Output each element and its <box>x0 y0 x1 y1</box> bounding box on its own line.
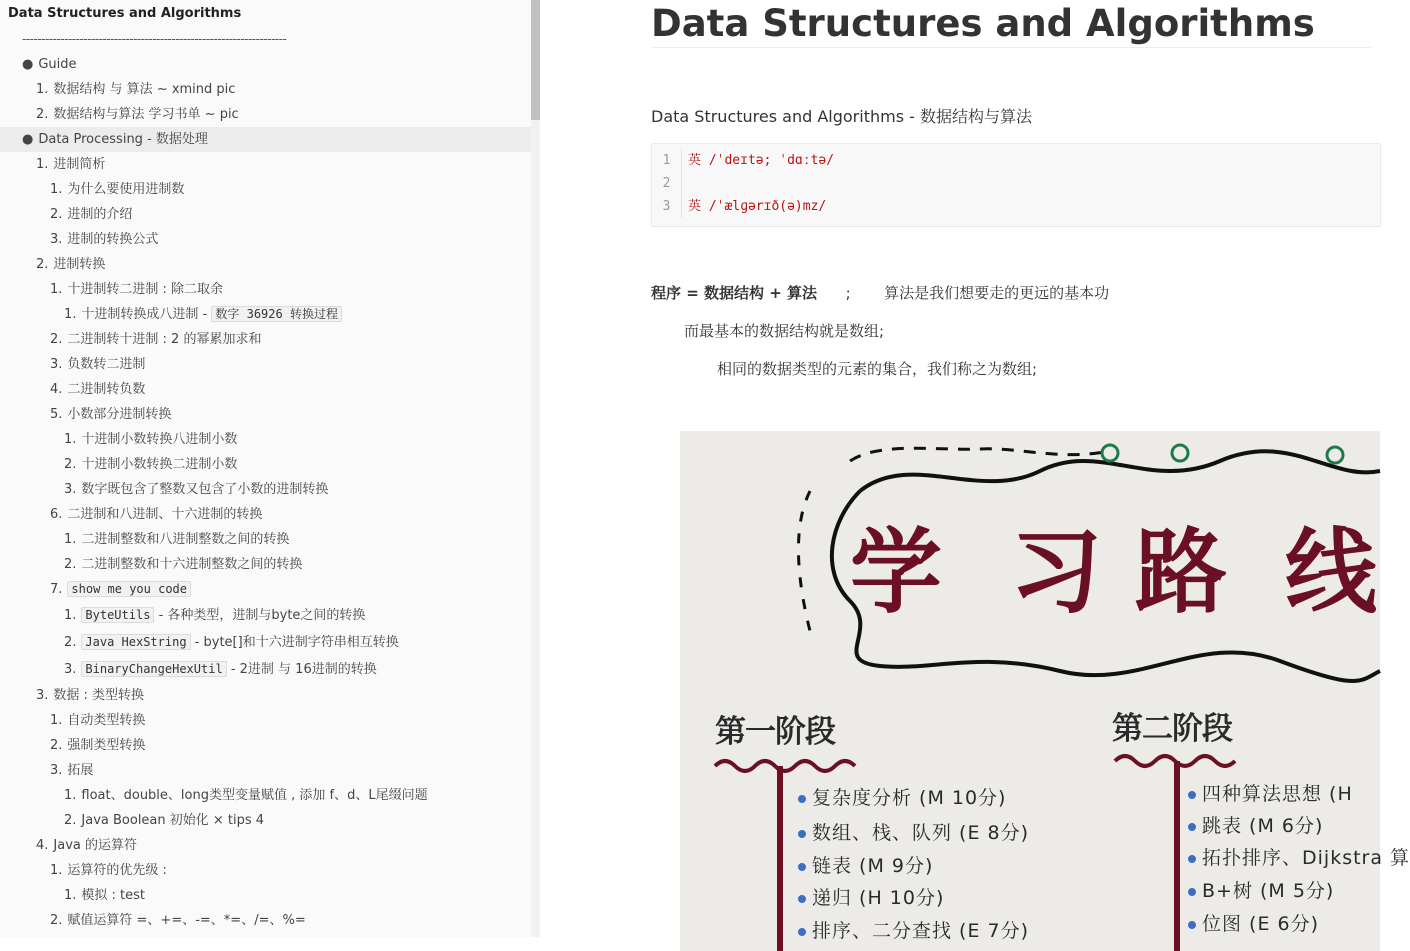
outline-item[interactable] <box>0 102 531 127</box>
outline-item[interactable] <box>0 833 531 858</box>
sidebar-scrollbar-thumb[interactable] <box>531 0 540 120</box>
paragraph-array-basic: 而最基本的数据结构就是数组; <box>684 322 885 340</box>
outline-item[interactable] <box>0 452 531 477</box>
outline-item[interactable] <box>0 427 531 452</box>
outline-item-label: 进制转换 <box>53 257 106 272</box>
outline-list <box>0 52 531 933</box>
outline-item-marker: 5. <box>50 407 63 422</box>
outline-item[interactable] <box>0 733 531 758</box>
outline-item-marker: 2. <box>64 557 77 572</box>
outline-item[interactable] <box>0 577 531 602</box>
outline-item-label: Data Processing - 数据处理 <box>38 132 208 147</box>
outline-item-label: 负数转二进制 <box>67 357 146 372</box>
outline-item-marker: 3. <box>64 482 77 497</box>
outline-item[interactable] <box>0 227 531 252</box>
learning-roadmap-image <box>680 431 1410 951</box>
outline-item-marker: 1. <box>36 82 49 97</box>
roadmap-stage-two-item: 拓扑排序、Dijkstra 算 <box>1188 843 1410 870</box>
outline-title: Data Structures and Algorithms <box>8 6 242 21</box>
outline-item[interactable] <box>0 629 531 656</box>
outline-item-marker: 2. <box>50 207 63 222</box>
document-editor[interactable] <box>541 0 1410 942</box>
sidebar-scrollbar[interactable] <box>531 0 540 937</box>
outline-item[interactable] <box>0 683 531 708</box>
outline-item-label: - 2进制 与 16进制的转换 <box>226 662 377 677</box>
roadmap-stage-one-item: 排序、二分查找 (E 7分) <box>798 916 1029 943</box>
outline-item-marker: 4. <box>36 838 49 853</box>
outline-item[interactable] <box>0 656 531 683</box>
outline-item-label: 十进制小数转换二进制小数 <box>81 457 238 472</box>
outline-item-marker: ● <box>22 132 34 147</box>
bullet-icon <box>798 795 806 803</box>
roadmap-stage-one-item: 复杂度分析 (M 10分) <box>798 783 1006 810</box>
outline-item[interactable] <box>0 377 531 402</box>
outline-item-label: 强制类型转换 <box>67 738 146 753</box>
outline-item-label: 模拟 : test <box>81 888 146 903</box>
roadmap-stage-one-item: 数组、栈、队列 (E 8分) <box>798 818 1029 845</box>
outline-item-marker: 3. <box>36 688 49 703</box>
outline-item-marker: 2. <box>64 635 77 650</box>
outline-item-marker: 3. <box>64 662 77 677</box>
roadmap-stage-one-item: 链表 (M 9分) <box>798 851 933 878</box>
outline-item-marker: 2. <box>64 813 77 828</box>
outline-item-label: 二进制整数和八进制整数之间的转换 <box>81 532 290 547</box>
bullet-icon <box>1188 823 1196 831</box>
outline-item-label: 二进制转负数 <box>67 382 146 397</box>
outline-item[interactable] <box>0 152 531 177</box>
roadmap-stage-two-item: 跳表 (M 6分) <box>1188 811 1323 838</box>
outline-item-marker: 1. <box>64 432 77 447</box>
bullet-icon <box>798 928 806 936</box>
outline-item[interactable] <box>0 808 531 833</box>
outline-item-label: 数据结构 与 算法 ~ xmind pic <box>53 82 236 97</box>
roadmap-stage-one-item: 递归 (H 10分) <box>798 883 944 910</box>
bullet-icon <box>1188 921 1196 929</box>
roadmap-title-char: 习 <box>1010 518 1103 626</box>
document-subtitle: Data Structures and Algorithms - 数据结构与算法 <box>651 107 1032 126</box>
outline-item-label: 十进制小数转换八进制小数 <box>81 432 238 447</box>
formula-bold-text: 程序 = 数据结构 + 算法 <box>651 284 818 302</box>
outline-item-label: 进制简析 <box>53 157 106 172</box>
outline-item[interactable] <box>0 177 531 202</box>
outline-item[interactable] <box>0 502 531 527</box>
outline-item-marker: 2. <box>36 257 49 272</box>
outline-item-label: 为什么要使用进制数 <box>67 182 185 197</box>
outline-item-code: 数字 36926 转换过程 <box>211 306 342 322</box>
outline-item-label: 运算符的优先级 : <box>67 863 167 878</box>
outline-item-code: Java HexString <box>81 634 190 650</box>
outline-item[interactable] <box>0 352 531 377</box>
outline-item-label: 赋值运算符 =、+=、-=、*=、/=、%= <box>67 913 306 928</box>
outline-item[interactable] <box>0 552 531 577</box>
bullet-icon <box>1188 791 1196 799</box>
roadmap-stage-two: 第二阶段 <box>1112 711 1232 747</box>
outline-item-label: - byte[]和十六进制字符串相互转换 <box>190 635 399 650</box>
outline-item-label: 自动类型转换 <box>67 713 146 728</box>
outline-item-marker: 1. <box>50 713 63 728</box>
outline-item-label: Java 的运算符 <box>53 838 137 853</box>
outline-item-label: 进制的介绍 <box>67 207 133 222</box>
outline-item-label: 数字既包含了整数又包含了小数的进制转换 <box>81 482 329 497</box>
outline-item[interactable] <box>0 202 531 227</box>
outline-item-marker: 3. <box>50 232 63 247</box>
outline-item[interactable] <box>0 252 531 277</box>
outline-item-label: 二进制和八进制、十六进制的转换 <box>67 507 263 522</box>
bullet-icon <box>798 830 806 838</box>
code-line <box>652 195 826 218</box>
formula-rest-text: ; 算法是我们想要走的更远的基本功 <box>817 284 1110 302</box>
outline-item-label: - 各种类型，进制与byte之间的转换 <box>154 608 366 623</box>
outline-item[interactable] <box>0 527 531 552</box>
bullet-icon <box>798 863 806 871</box>
line-number: 3 <box>652 195 682 218</box>
outline-item-marker: 2. <box>36 107 49 122</box>
document-title: Data Structures and Algorithms <box>651 2 1315 45</box>
title-divider <box>651 47 1371 48</box>
outline-item-marker: 3. <box>50 357 63 372</box>
outline-item-marker: 1. <box>64 788 77 803</box>
code-line <box>652 172 688 195</box>
outline-item-marker: 1. <box>64 307 77 322</box>
roadmap-stage-one: 第一阶段 <box>715 714 835 750</box>
outline-item[interactable] <box>0 402 531 427</box>
outline-item-marker: 4. <box>50 382 63 397</box>
roadmap-title-char: 线 <box>1285 518 1378 626</box>
roadmap-title-char: 学 <box>850 518 943 626</box>
outline-item-label: 小数部分进制转换 <box>67 407 172 422</box>
line-number: 2 <box>652 172 682 195</box>
outline-item[interactable] <box>0 277 531 302</box>
code-text: 英 /ˈælɡərɪð(ə)mz/ <box>688 199 827 214</box>
outline-item-label: 进制的转换公式 <box>67 232 159 247</box>
outline-item[interactable] <box>0 127 531 152</box>
outline-item-label: 拓展 <box>67 763 94 778</box>
outline-item-marker: 1. <box>50 863 63 878</box>
outline-item[interactable] <box>0 52 531 77</box>
outline-item[interactable] <box>0 77 531 102</box>
outline-item-marker: 7. <box>50 582 63 597</box>
outline-item[interactable] <box>0 708 531 733</box>
outline-item-marker: 2. <box>50 913 63 928</box>
roadmap-stage-two-item: B+树 (M 5分) <box>1188 876 1334 903</box>
outline-item-marker: 2. <box>64 457 77 472</box>
outline-sidebar <box>0 0 540 937</box>
outline-item-label: 十进制转二进制 : 除二取余 <box>67 282 224 297</box>
outline-item-marker: 2. <box>50 738 63 753</box>
outline-item[interactable] <box>0 883 531 908</box>
outline-item-marker: 1. <box>64 532 77 547</box>
roadmap-title-char: 路 <box>1135 518 1228 626</box>
outline-item-label: 数据 : 类型转换 <box>53 688 145 703</box>
outline-item[interactable] <box>0 783 531 808</box>
outline-item-code: ByteUtils <box>81 607 154 623</box>
outline-item-marker: ● <box>22 57 34 72</box>
outline-item-label: 十进制转换成八进制 - <box>81 307 212 322</box>
bullet-icon <box>798 895 806 903</box>
outline-item-label: Guide <box>38 57 77 72</box>
outline-item-marker: 1. <box>36 157 49 172</box>
code-block[interactable] <box>651 143 1381 227</box>
paragraph-array-definition: 相同的数据类型的元素的集合，我们称之为数组; <box>717 360 1038 378</box>
roadmap-stage-two-item: 四种算法思想 (H <box>1188 779 1353 806</box>
outline-item-marker: 1. <box>64 608 77 623</box>
bullet-icon <box>1188 855 1196 863</box>
outline-item[interactable] <box>0 477 531 502</box>
outline-item[interactable] <box>0 908 531 933</box>
outline-item-label: 数据结构与算法 学习书单 ~ pic <box>53 107 239 122</box>
outline-item-label: 二进制整数和十六进制整数之间的转换 <box>81 557 303 572</box>
outline-item-marker: 2. <box>50 332 63 347</box>
outline-item-label: 二进制转十进制 : 2 的幂累加求和 <box>67 332 262 347</box>
code-text: 英 /ˈdeɪtə; ˈdɑːtə/ <box>688 153 835 168</box>
outline-item[interactable] <box>0 602 531 629</box>
outline-item-marker: 3. <box>50 763 63 778</box>
outline-item[interactable] <box>0 302 531 327</box>
outline-item[interactable] <box>0 327 531 352</box>
roadmap-stage-two-item: 位图 (E 6分) <box>1188 909 1319 936</box>
bullet-icon <box>1188 888 1196 896</box>
outline-item-label: float、double、long类型变量赋值 , 添加 f、d、L尾缀问题 <box>81 788 428 803</box>
outline-item-marker: 1. <box>50 282 63 297</box>
outline-item-marker: 1. <box>50 182 63 197</box>
outline-item[interactable] <box>0 858 531 883</box>
paragraph-program-formula <box>651 282 1109 303</box>
outline-item-code: show me you code <box>67 581 191 597</box>
code-line <box>652 149 834 172</box>
outline-item-label: Java Boolean 初始化 × tips 4 <box>81 813 265 828</box>
outline-item-marker: 1. <box>64 888 77 903</box>
line-number: 1 <box>652 149 682 172</box>
outline-divider: --------------------------------------------------------------------- <box>22 32 287 46</box>
outline-item-code: BinaryChangeHexUtil <box>81 661 226 677</box>
outline-item[interactable] <box>0 758 531 783</box>
outline-item-marker: 6. <box>50 507 63 522</box>
